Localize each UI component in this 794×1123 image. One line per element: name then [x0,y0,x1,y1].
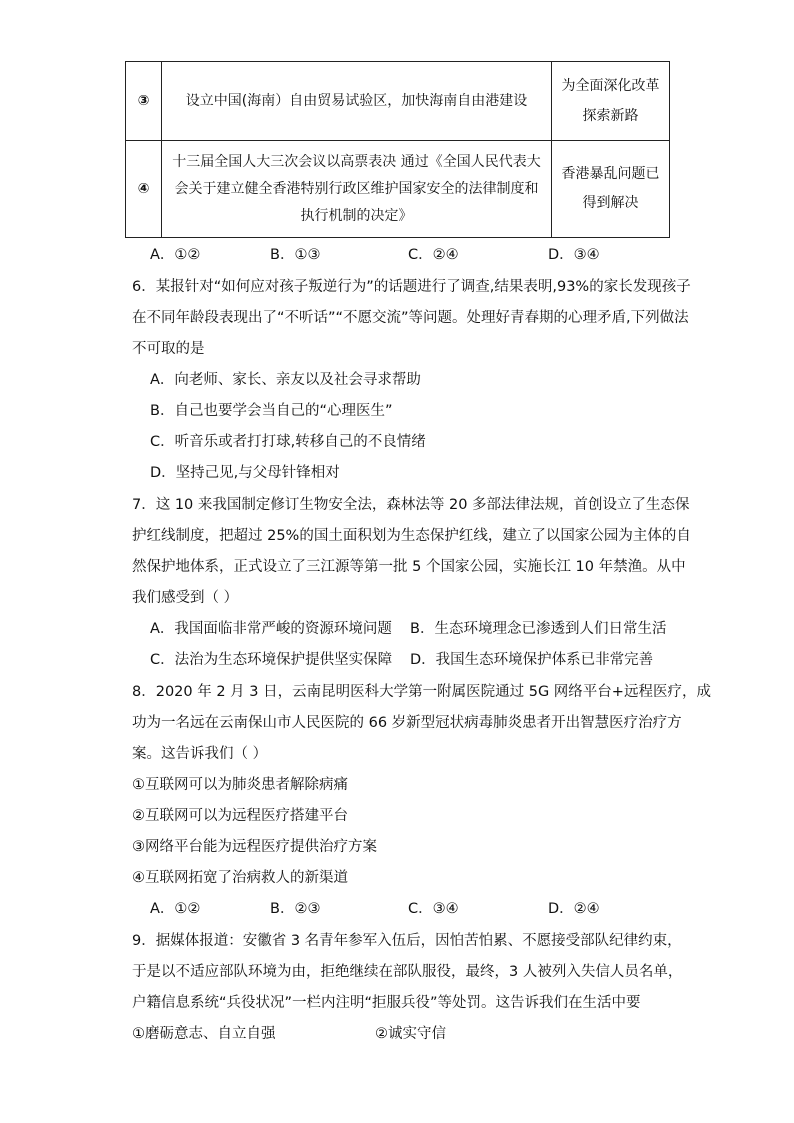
choice-d[interactable]: D．③④ [548,247,600,263]
q8-statement: ③网络平台能为远程医疗提供治疗方案 [132,839,377,855]
q7-stem-line: 我们感受到（ ） [132,590,239,606]
row-number: ④ [126,141,162,238]
choice-b[interactable]: B．①③ [270,247,321,263]
q7-stem-line: 护红线制度，把超过 25%的国土面积划为生态保护红线，建立了以国家公园为主体的自 [132,528,691,544]
row-meaning-line: 得到解决 [582,195,639,211]
row-meaning-line: 探索新路 [582,108,639,124]
choice-c[interactable]: C．②④ [408,247,459,263]
q8-stem-line: 8．2020 年 2 月 3 日，云南昆明医科大学第一附属医院通过 5G 网络平台+远程医疗，成 [132,684,711,700]
row-meaning [552,62,670,141]
q6-option-c[interactable]: C．听音乐或者打打球,转移自己的不良情绪 [150,434,426,450]
q5-choices [150,245,600,265]
row-event-line: 执行机制的决定》 [300,207,413,224]
choice-a[interactable]: A．①② [150,901,201,917]
q7-option-a[interactable]: A．我国面临非常严峻的资源环境问题 [150,621,392,637]
table-row [126,62,670,141]
row-event [162,141,552,238]
table-row [126,141,670,238]
row-event-line: 会关于建立健全香港特别行政区维护国家安全的法律制度和 [174,180,539,197]
row-number: ③ [126,62,162,141]
row-meaning [552,141,670,238]
q8-choices [150,899,600,919]
q9-stem-line: 9．据媒体报道：安徽省 3 名青年参军入伍后，因怕苦怕累、不愿接受部队纪律约束， [132,933,682,949]
row-event-line: 设立中国(海南）自由贸易试验区，加快海南自由港建设 [185,93,528,109]
q6-option-d[interactable]: D．坚持己见,与父母针锋相对 [150,465,340,481]
q7-stem-line: 然保护地体系，正式设立了三江源等第一批 5 个国家公园，实施长江 10 年禁渔。从中 [132,559,686,575]
q8-stem-line: 案。这告诉我们（ ） [132,746,268,762]
row-event [162,62,552,141]
q9-stem-line: 户籍信息系统“兵役状况”一栏内注明“拒服兵役”等处罚。这告诉我们在生活中要 [132,995,641,1011]
q7-stem-line: 7．这 10 来我国制定修订生物安全法，森林法等 20 多部法律法规，首创设立了生态保 [132,497,690,513]
q9-statement: ①磨砺意志、自立自强 [132,1026,276,1042]
q8-statement: ④互联网拓宽了治病救人的新渠道 [132,870,348,886]
q6-option-b[interactable]: B．自己也要学会当自己的“心理医生” [150,403,393,419]
row-meaning-line: 香港暴乱问题已 [561,166,660,182]
choice-a[interactable]: A．①② [150,247,201,263]
choice-b[interactable]: B．②③ [270,901,321,917]
q7-option-d[interactable]: D．我国生态环境保护体系已非常完善 [410,652,654,668]
q7-option-b[interactable]: B．生态环境理念已渗透到人们日常生活 [410,621,667,637]
row-event-line: 十三届全国人大三次会议以高票表决 通过《全国人民代表大 [172,153,541,170]
q8-statement: ②互联网可以为远程医疗搭建平台 [132,808,348,824]
q9-stem-line: 于是以不适应部队环境为由，拒绝继续在部队服役，最终，3 人被列入失信人员名单， [132,964,683,980]
q9-statement: ②诚实守信 [375,1026,446,1042]
choice-d[interactable]: D．②④ [548,901,600,917]
q6-stem-line: 6．某报针对“如何应对孩子叛逆行为”的话题进行了调查,结果表明,93%的家长发现孩子 [132,279,691,295]
choice-c[interactable]: C．③④ [408,901,459,917]
q6-stem-line: 在不同年龄段表现出了“不听话”“不愿交流”等问题。处理好青春期的心理矛盾,下列做法 [132,310,689,326]
options-table [125,61,670,238]
q8-statement: ①互联网可以为肺炎患者解除病痛 [132,777,348,793]
q6-option-a[interactable]: A．向老师、家长、亲友以及社会寻求帮助 [150,372,421,388]
row-meaning-line: 为全面深化改革 [561,78,660,94]
q6-stem-line: 不可取的是 [132,341,205,357]
q7-option-c[interactable]: C．法治为生态环境保护提供坚实保障 [150,652,393,668]
q8-stem-line: 功为一名远在云南保山市人民医院的 66 岁新型冠状病毒肺炎患者开出智慧医疗治疗方 [132,715,682,731]
